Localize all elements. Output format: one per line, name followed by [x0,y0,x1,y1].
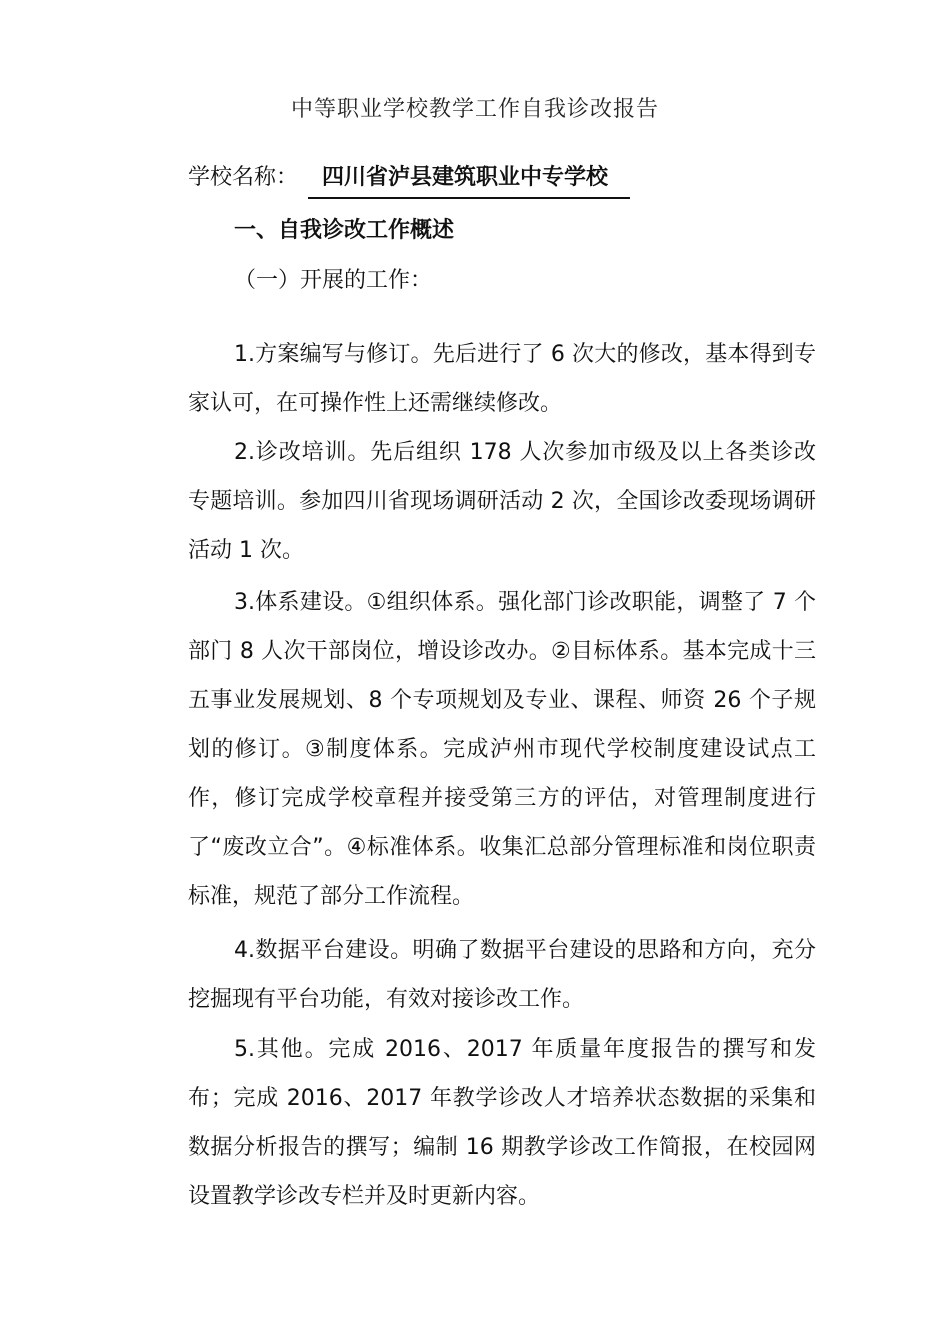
paragraph-data-platform: 4.数据平台建设。明确了数据平台建设的思路和方向，充分挖掘现有平台功能，有效对接诊改工作。 [188,938,816,1012]
school-name-row [188,160,630,198]
school-name-value: 四川省泸县建筑职业中专学校 [308,160,630,199]
paragraph-plan: 1.方案编写与修订。先后进行了 6 次大的修改，基本得到专家认可，在可操作性上还需继续修改。 [188,342,816,416]
section-heading-overview: 一、自我诊改工作概述 [234,218,455,243]
paragraph-training: 2.诊改培训。先后组织 178 人次参加市级及以上各类诊改专题培训。参加四川省现场调研活动 2 次，全国诊改委现场调研活动 1 次。 [188,440,816,563]
school-name-label: 学校名称： [188,165,299,190]
paragraph-other: 5.其他。完成 2016、2017 年质量年度报告的撰写和发布；完成 2016、2017 年教学诊改人才培养状态数据的采集和数据分析报告的撰写；编制 16 期教学诊改工作简报，在校园网设置教学诊改专栏并及时更新内容。 [188,1037,816,1209]
paragraph-system: 3.体系建设。①组织体系。强化部门诊改职能，调整了 7 个部门 8 人次干部岗位，增设诊改办。②目标体系。基本完成十三五事业发展规划、8 个专项规划及专业、课程、师资 26 个子规划的修订。③制度体系。完成泸州市现代学校制度建设试点工作，修订完成学校章程并接受第三方的评估，对管理制度进行了“废改立合”。④标准体系。收集汇总部分管理标准和岗位职责标准，规范了部分工作流程。 [188,590,816,909]
subsection-heading-work: （一）开展的工作： [234,268,433,293]
document-title: 中等职业学校教学工作自我诊改报告 [290,97,659,122]
